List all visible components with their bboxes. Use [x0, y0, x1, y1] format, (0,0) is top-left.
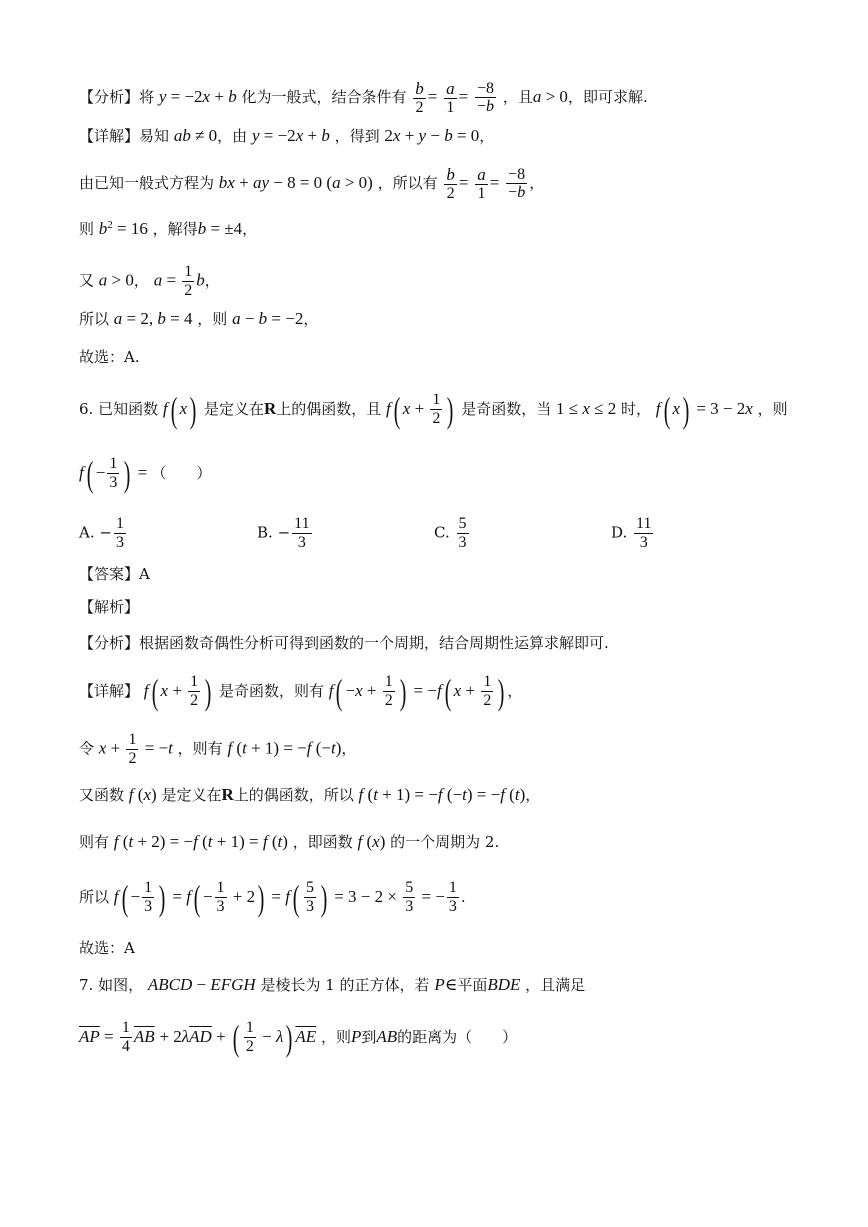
detail-line-1: 【详解】易知 ab ≠ 0，由 y = −2x + b ，得到 2x + y − b = 0，	[79, 126, 495, 145]
detail-line-7: 令 x + $\frac{1}{2}$ = −t ，则有 f (t + 1) = −f (−t)，	[79, 731, 357, 767]
detail-line-6: 【详解】 f( x + $\frac{1}{2}$ ) 是奇函数，则有 f( −x + $\frac{1}{2}$ ) = −f( x + $\frac{1}{2}$ ) ，	[79, 672, 523, 712]
question-7: 7. 如图， ABCD − EFGH 是棱长为 1 的正方体，若 P∈平面BDE ，且满足	[79, 975, 586, 994]
detail-line-3: 则 $b^2 = 16$ ，解得b = ±4，	[79, 219, 258, 238]
option-b[interactable]: B. − $\frac{11}{3}$	[257, 515, 310, 551]
option-d[interactable]: D. $\frac{11}{3}$	[611, 515, 652, 551]
detail-line-5: 所以 a = 2, b = 4 ，则 a − b = −2，	[79, 309, 319, 328]
question-7-formula: $\overline{AP}$ = $\frac{1}{4}$ $\overline{AB} + 2\lambda\overline{AD}$ + ( $\frac{1}{2}$ − λ) $\overline{AE}$ ，则P到AB的距离为（ ）	[79, 1018, 518, 1058]
answer-choice-line-1: 故选：A.	[79, 348, 140, 366]
option-c[interactable]: C. $\frac{5}{3}$	[434, 515, 467, 551]
analysis-line-2: 【分析】根据函数奇偶性分析可得到函数的一个周期，结合周期性运算求解即可.	[79, 634, 609, 652]
analysis-label: 【分析】	[79, 88, 140, 107]
detail-line-10: 所以 f( − $\frac{1}{3}$ ) = f( − $\frac{1}{3}$ + 2) = f( $\frac{5}{3}$ ) = 3 − 2 × $\frac{5}{3}$ = − $\frac{1}{3}$ .	[79, 878, 466, 918]
option-a[interactable]: A. − $\frac{1}{3}$	[79, 515, 124, 551]
explanation-label: 【解析】	[79, 598, 140, 616]
detail-line-4: 又 a > 0， a = $\frac{1}{2}$ b，	[79, 263, 220, 299]
answer-line: 【答案】A	[79, 565, 150, 583]
detail-label: 【详解】	[79, 127, 140, 145]
fraction: $\frac{b}{2}$	[415, 79, 424, 116]
answer-choice-line-2: 故选：A	[79, 939, 135, 957]
detail-line-8: 又函数 f (x) 是定义在R上的偶函数，所以 f (t + 1) = −f (−t) = −f (t)，	[79, 785, 541, 804]
detail-line-2: 由已知一般式方程为 bx + ay − 8 = 0 (a > 0) ，所以有 $\frac{b}{2}$ = $\frac{a}{1}$ = $\frac{-8}{-b}$ ，	[79, 165, 545, 202]
analysis-line-1: 【分析】将 y = −2x + b 化为一般式，结合条件有 $\frac{b}{2}$ = $\frac{a}{1}$ = $\frac{-8}{-b}$ ，且a > 0，即可求解.	[79, 79, 648, 116]
question-6-stem: f( − $\frac{1}{3}$ ) = （ ）	[79, 454, 212, 494]
detail-line-9: 则有 f (t + 2) = −f (t + 1) = f (t) ，即函数 f (x) 的一个周期为 2.	[79, 832, 500, 851]
question-6: 6. 已知函数 f( x) 是定义在R上的偶函数，且 f( x + $\frac{1}{2}$ ) 是奇函数，当 1 ≤ x ≤ 2 时， f( x) = 3 − 2x ，则	[79, 390, 788, 430]
